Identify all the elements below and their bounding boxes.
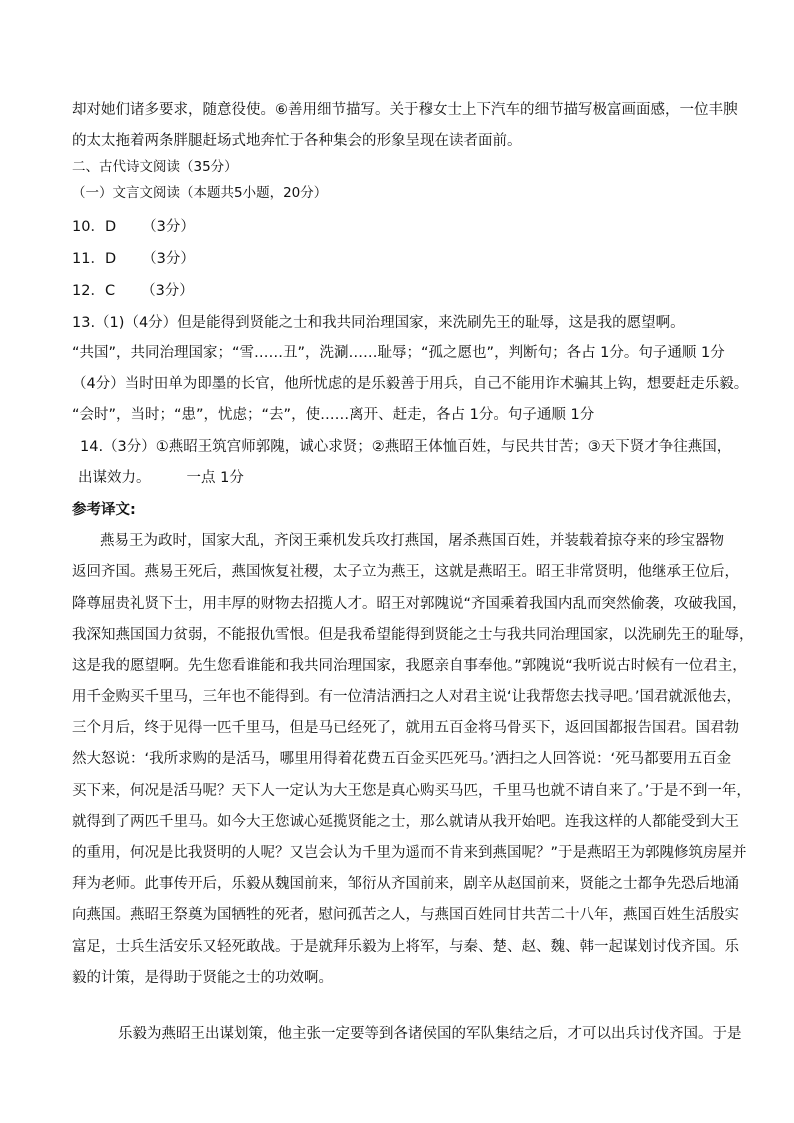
answer-score: （3分）: [142, 251, 195, 267]
translation-line: 就得到了两匹千里马。如今大王您诚心延揽贤能之士，那么就请从我开始吧。连我这样的人都能受到大王: [72, 814, 739, 830]
translation-line: 降尊屈贵礼贤下士，用丰厚的财物去招揽人才。昭王对郭隗说“齐国乘着我国内乱而突然偷袭，攻破我国，: [72, 596, 747, 612]
translation-line: 我深知燕国国力贫弱，不能报仇雪恨。但是我希望能得到贤能之士与我共同治理国家，以洗刷先王的耻辱，: [72, 627, 754, 643]
answer-13-line: 13.（1)（4分）但是能得到贤能之士和我共同治理国家，来洗刷先王的耻辱，这是我的愿望啊。: [72, 315, 685, 331]
answer-text-line: 却对她们诸多要求，随意役使。⑥善用细节描写。关于穆女士上下汽车的细节描写极富画面感，一位丰腴: [72, 102, 738, 118]
translation-line: 向燕国。燕昭王祭奠为国牺牲的死者，慰问孤苦之人，与燕国百姓同甘共苦二十八年，燕国百姓生活殷实: [72, 907, 739, 923]
translation-line: 买下来，何况是活马呢？天下人一定认为大王您是真心购买马匹，千里马也就不请自来了。’于是不到一年，: [72, 783, 751, 799]
answer-number: 12．C: [72, 283, 116, 299]
answer-score: （3分）: [142, 219, 195, 235]
answer-14-score-note: 一点 1分: [186, 470, 244, 486]
translation-line: 返回齐国。燕易王死后，燕国恢复社稷，太子立为燕王，这就是燕昭王。昭王非常贤明，他继承王位后，: [72, 564, 739, 580]
answer-14-text: 出谋效力。: [78, 470, 151, 486]
answer-number: 11．D: [72, 251, 117, 267]
translation-line: 燕易王为政时，国家大乱，齐闵王乘机发兵攻打燕国，屠杀燕国百姓，并装载着掠夺来的珍宝器物: [100, 533, 724, 549]
section-title: 二、古代诗文阅读（35分）: [72, 159, 238, 175]
answer-item-12: [72, 281, 194, 301]
translation-line: 乐毅为燕昭王出谋划策，他主张一定要等到各诸侯国的军队集结之后，才可以出兵讨伐齐国。于是: [118, 1026, 742, 1042]
answer-13-line: “会时”，当时；“患”，忧虑；“去”，使……离开、赶走，各占 1分。句子通顺 1分: [72, 407, 595, 423]
translation-line: 三个月后，终于见得一匹千里马，但是马已经死了，就用五百金将马骨买下，返回国都报告国君。国君勃: [72, 720, 739, 736]
answer-text-line: 的太太拖着两条胖腿赶场式地奔忙于各种集会的形象呈现在读者面前。: [72, 133, 522, 149]
translation-line: 拜为老师。此事传开后，乐毅从魏国前来，邹衍从齐国前来，剧辛从赵国前来，贤能之士都争先恐后地涌: [72, 876, 739, 892]
translation-line: 的重用，何况是比我贤明的人呢？又岂会认为千里为遥而不肯来到燕国呢？”于是燕昭王为郭隗修筑房屋并: [72, 845, 747, 861]
answer-score: （3分）: [141, 283, 194, 299]
answer-14-line: 14.（3分）①燕昭王筑宫师郭隗，诚心求贤；②燕昭王体恤百姓，与民共甘苦；③天下贤才争往燕国，: [80, 439, 732, 455]
answer-number: 10．D: [72, 219, 117, 235]
translation-line: 富足，士兵生活安乐又轻死敢战。于是就拜乐毅为上将军，与秦、楚、赵、魏、韩一起谋划讨伐齐国。乐: [72, 939, 739, 955]
answer-item-11: [72, 249, 195, 269]
answer-14-line: [78, 468, 244, 488]
translation-line: 这是我的愿望啊。先生您看谁能和我共同治理国家，我愿亲自事奉他。”郭隗说“我听说古时候有一位君主，: [72, 658, 747, 674]
translation-line: 然大怒说：‘我所求购的是活马，哪里用得着花费五百金买匹死马。’洒扫之人回答说：‘死马都要用五百金: [72, 751, 732, 767]
answer-13-line: （4分）当时田单为即墨的长官，他所忧虑的是乐毅善于用兵，自己不能用诈术骗其上钩，想要赶走乐毅。: [72, 376, 749, 392]
translation-line: 毅的计策，是得助于贤能之士的功效啊。: [72, 970, 333, 986]
translation-line: 用千金购买千里马，三年也不能得到。有一位清洁洒扫之人对君主说‘让我帮您去找寻吧。’国君就派他去，: [72, 689, 741, 705]
translation-heading: 参考译文:: [72, 502, 136, 518]
answer-item-10: [72, 217, 195, 237]
answer-13-line: “共国”，共同治理国家；“雪……丑”，洗涮……耻辱；“孤之愿也”，判断句；各占 1分。句子通顺 1分: [72, 345, 725, 361]
section-subtitle: （一）文言文阅读（本题共5小题，20分）: [72, 185, 328, 201]
